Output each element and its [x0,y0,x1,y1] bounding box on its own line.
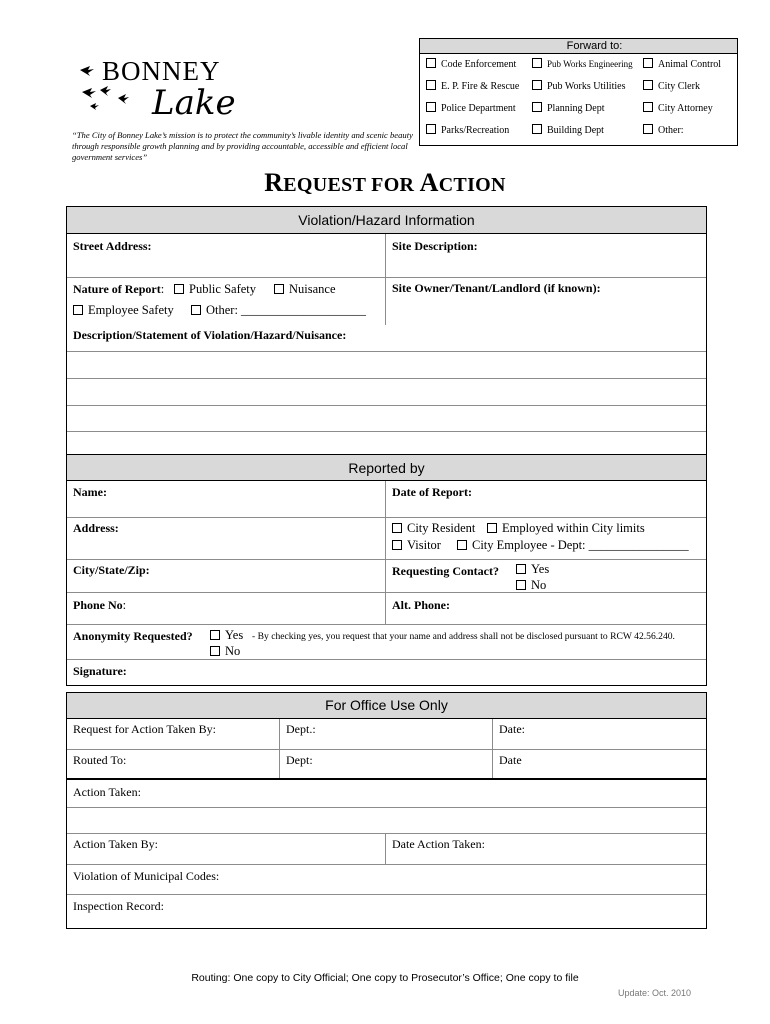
checkbox[interactable] [73,305,83,315]
routing-footer: Routing: One copy to City Official; One copy to Prosecutor’s Office; One copy to file [191,972,579,984]
checkbox[interactable] [532,102,542,112]
site-description-field[interactable]: Site Description: [392,239,478,253]
description-line[interactable] [67,406,706,432]
description-line[interactable] [67,379,706,406]
forward-police-department[interactable]: Police Department [426,102,516,114]
svg-text:Lake: Lake [152,83,236,123]
office-section [66,692,707,929]
forward-parks-recreation[interactable]: Parks/Recreation [426,124,509,136]
inspection-record-field[interactable]: Inspection Record: [73,899,164,913]
anonymity-no-option[interactable]: No [210,644,240,659]
city-employee-option[interactable]: City Employee - Dept: ________________ [457,538,689,553]
date-of-report-field[interactable]: Date of Report: [392,485,472,499]
routed-to-row [67,750,706,780]
request-taken-by-field[interactable]: Request for Action Taken By: [73,722,216,736]
checkbox[interactable] [426,124,436,134]
city-logo [78,52,258,132]
forward-code-enforcement[interactable]: Code Enforcement [426,58,516,70]
nature-of-report-label: Nature of Report [73,282,161,296]
forward-to-box [419,38,738,146]
forward-animal-control[interactable]: Animal Control [643,58,721,70]
update-date: Update: Oct. 2010 [618,988,692,998]
checkbox[interactable] [643,58,653,68]
employee-safety-option[interactable]: Employee Safety [73,303,174,318]
employed-option[interactable]: Employed within City limits [487,521,645,536]
nature-row: Nature of Report: Public Safety Nuisance Employee Safety Other: ____________________ Site Owner/Tenant/Landlord (if known): [67,278,706,325]
description-line[interactable] [67,352,706,379]
checkbox[interactable] [426,102,436,112]
name-row [67,481,706,518]
alt-phone-field[interactable]: Alt. Phone: [392,598,450,612]
city-state-zip-row [67,560,706,593]
checkbox[interactable] [487,523,497,533]
reported-heading: Reported by [67,454,706,481]
anonymity-note: - By checking yes, you request that your name and address shall not be disclosed pursuant to RCW 42.56.240. [252,631,675,642]
signature-field[interactable]: Signature: [73,664,127,678]
checkbox[interactable] [210,630,220,640]
description-label: Description/Statement of Violation/Hazard/Nuisance: [73,328,347,342]
action-taken-line[interactable] [67,808,706,834]
site-owner-field[interactable]: Site Owner/Tenant/Landlord (if known): [392,281,601,295]
street-row [67,234,706,278]
contact-yes-option[interactable]: Yes [516,562,549,577]
checkbox[interactable] [516,580,526,590]
checkbox[interactable] [426,58,436,68]
other-option[interactable]: Other: ____________________ [191,303,366,318]
checkbox[interactable] [191,305,201,315]
forward-pub-works-engineering[interactable]: Pub Works Engineering [532,58,633,69]
date-field[interactable]: Date: [499,722,525,736]
checkbox[interactable] [643,124,653,134]
violation-section [66,206,707,457]
forward-city-attorney[interactable]: City Attorney [643,102,713,114]
checkbox[interactable] [210,646,220,656]
action-taken-field[interactable]: Action Taken: [73,785,141,799]
svg-text:BONNEY: BONNEY [102,56,221,86]
date-action-taken-field[interactable]: Date Action Taken: [392,837,485,851]
description-row [67,325,706,352]
checkbox[interactable] [274,284,284,294]
checkbox[interactable] [426,80,436,90]
checkbox[interactable] [643,102,653,112]
routed-to-field[interactable]: Routed To: [73,753,127,767]
inspection-record-row [67,895,706,928]
office-heading: For Office Use Only [67,693,706,719]
reported-section [66,454,707,686]
bird-logo-icon [78,52,258,132]
phone-field[interactable]: Phone No: [73,598,127,612]
anonymity-label: Anonymity Requested? [73,629,193,643]
street-address-field[interactable]: Street Address: [73,239,152,253]
requesting-contact-label: Requesting Contact? [392,564,499,578]
address-row [67,518,706,560]
violation-heading: Violation/Hazard Information [67,207,706,234]
checkbox[interactable] [457,540,467,550]
checkbox[interactable] [392,523,402,533]
forward-to-title: Forward to: [420,39,737,54]
checkbox[interactable] [516,564,526,574]
anonymity-yes-option[interactable]: Yes [210,628,243,643]
nuisance-option[interactable]: Nuisance [274,282,336,297]
violation-codes-row [67,865,706,895]
request-taken-row [67,719,706,750]
action-taken-by-row [67,834,706,865]
public-safety-option[interactable]: Public Safety [174,282,256,297]
description-line[interactable] [67,432,706,456]
anonymity-row [67,625,706,660]
forward-planning-dept[interactable]: Planning Dept [532,102,605,114]
visitor-option[interactable]: Visitor [392,538,441,553]
signature-row [67,660,706,685]
city-state-zip-field[interactable]: City/State/Zip: [73,563,150,577]
city-resident-option[interactable]: City Resident [392,521,475,536]
forward-building-dept[interactable]: Building Dept [532,124,604,136]
dept-field[interactable]: Dept: [286,753,313,767]
forward-city-clerk[interactable]: City Clerk [643,80,700,92]
phone-row [67,593,706,625]
checkbox[interactable] [532,124,542,134]
forward-fire-rescue[interactable]: E. P. Fire & Rescue [426,80,519,92]
checkbox[interactable] [174,284,184,294]
address-field[interactable]: Address: [73,521,119,535]
forward-pub-works-utilities[interactable]: Pub Works Utilities [532,80,625,92]
action-taken-by-field[interactable]: Action Taken By: [73,837,158,851]
checkbox[interactable] [392,540,402,550]
checkbox[interactable] [532,80,542,90]
violation-codes-field[interactable]: Violation of Municipal Codes: [73,869,220,883]
forward-other[interactable]: Other: [643,124,684,136]
page-title: REQUEST FOR ACTION [264,168,506,197]
checkbox[interactable] [643,80,653,90]
checkbox[interactable] [532,58,542,68]
action-taken-row [67,780,706,808]
mission-statement: “The City of Bonney Lake’s mission is to protect the community’s livable identity and scenic beauty through responsible growth planning and by providing accountable, accessible and efficient local government services” [72,130,413,162]
date-field[interactable]: Date [499,753,522,767]
contact-no-option[interactable]: No [516,578,546,593]
name-field[interactable]: Name: [73,485,107,499]
dept-field[interactable]: Dept.: [286,722,316,736]
